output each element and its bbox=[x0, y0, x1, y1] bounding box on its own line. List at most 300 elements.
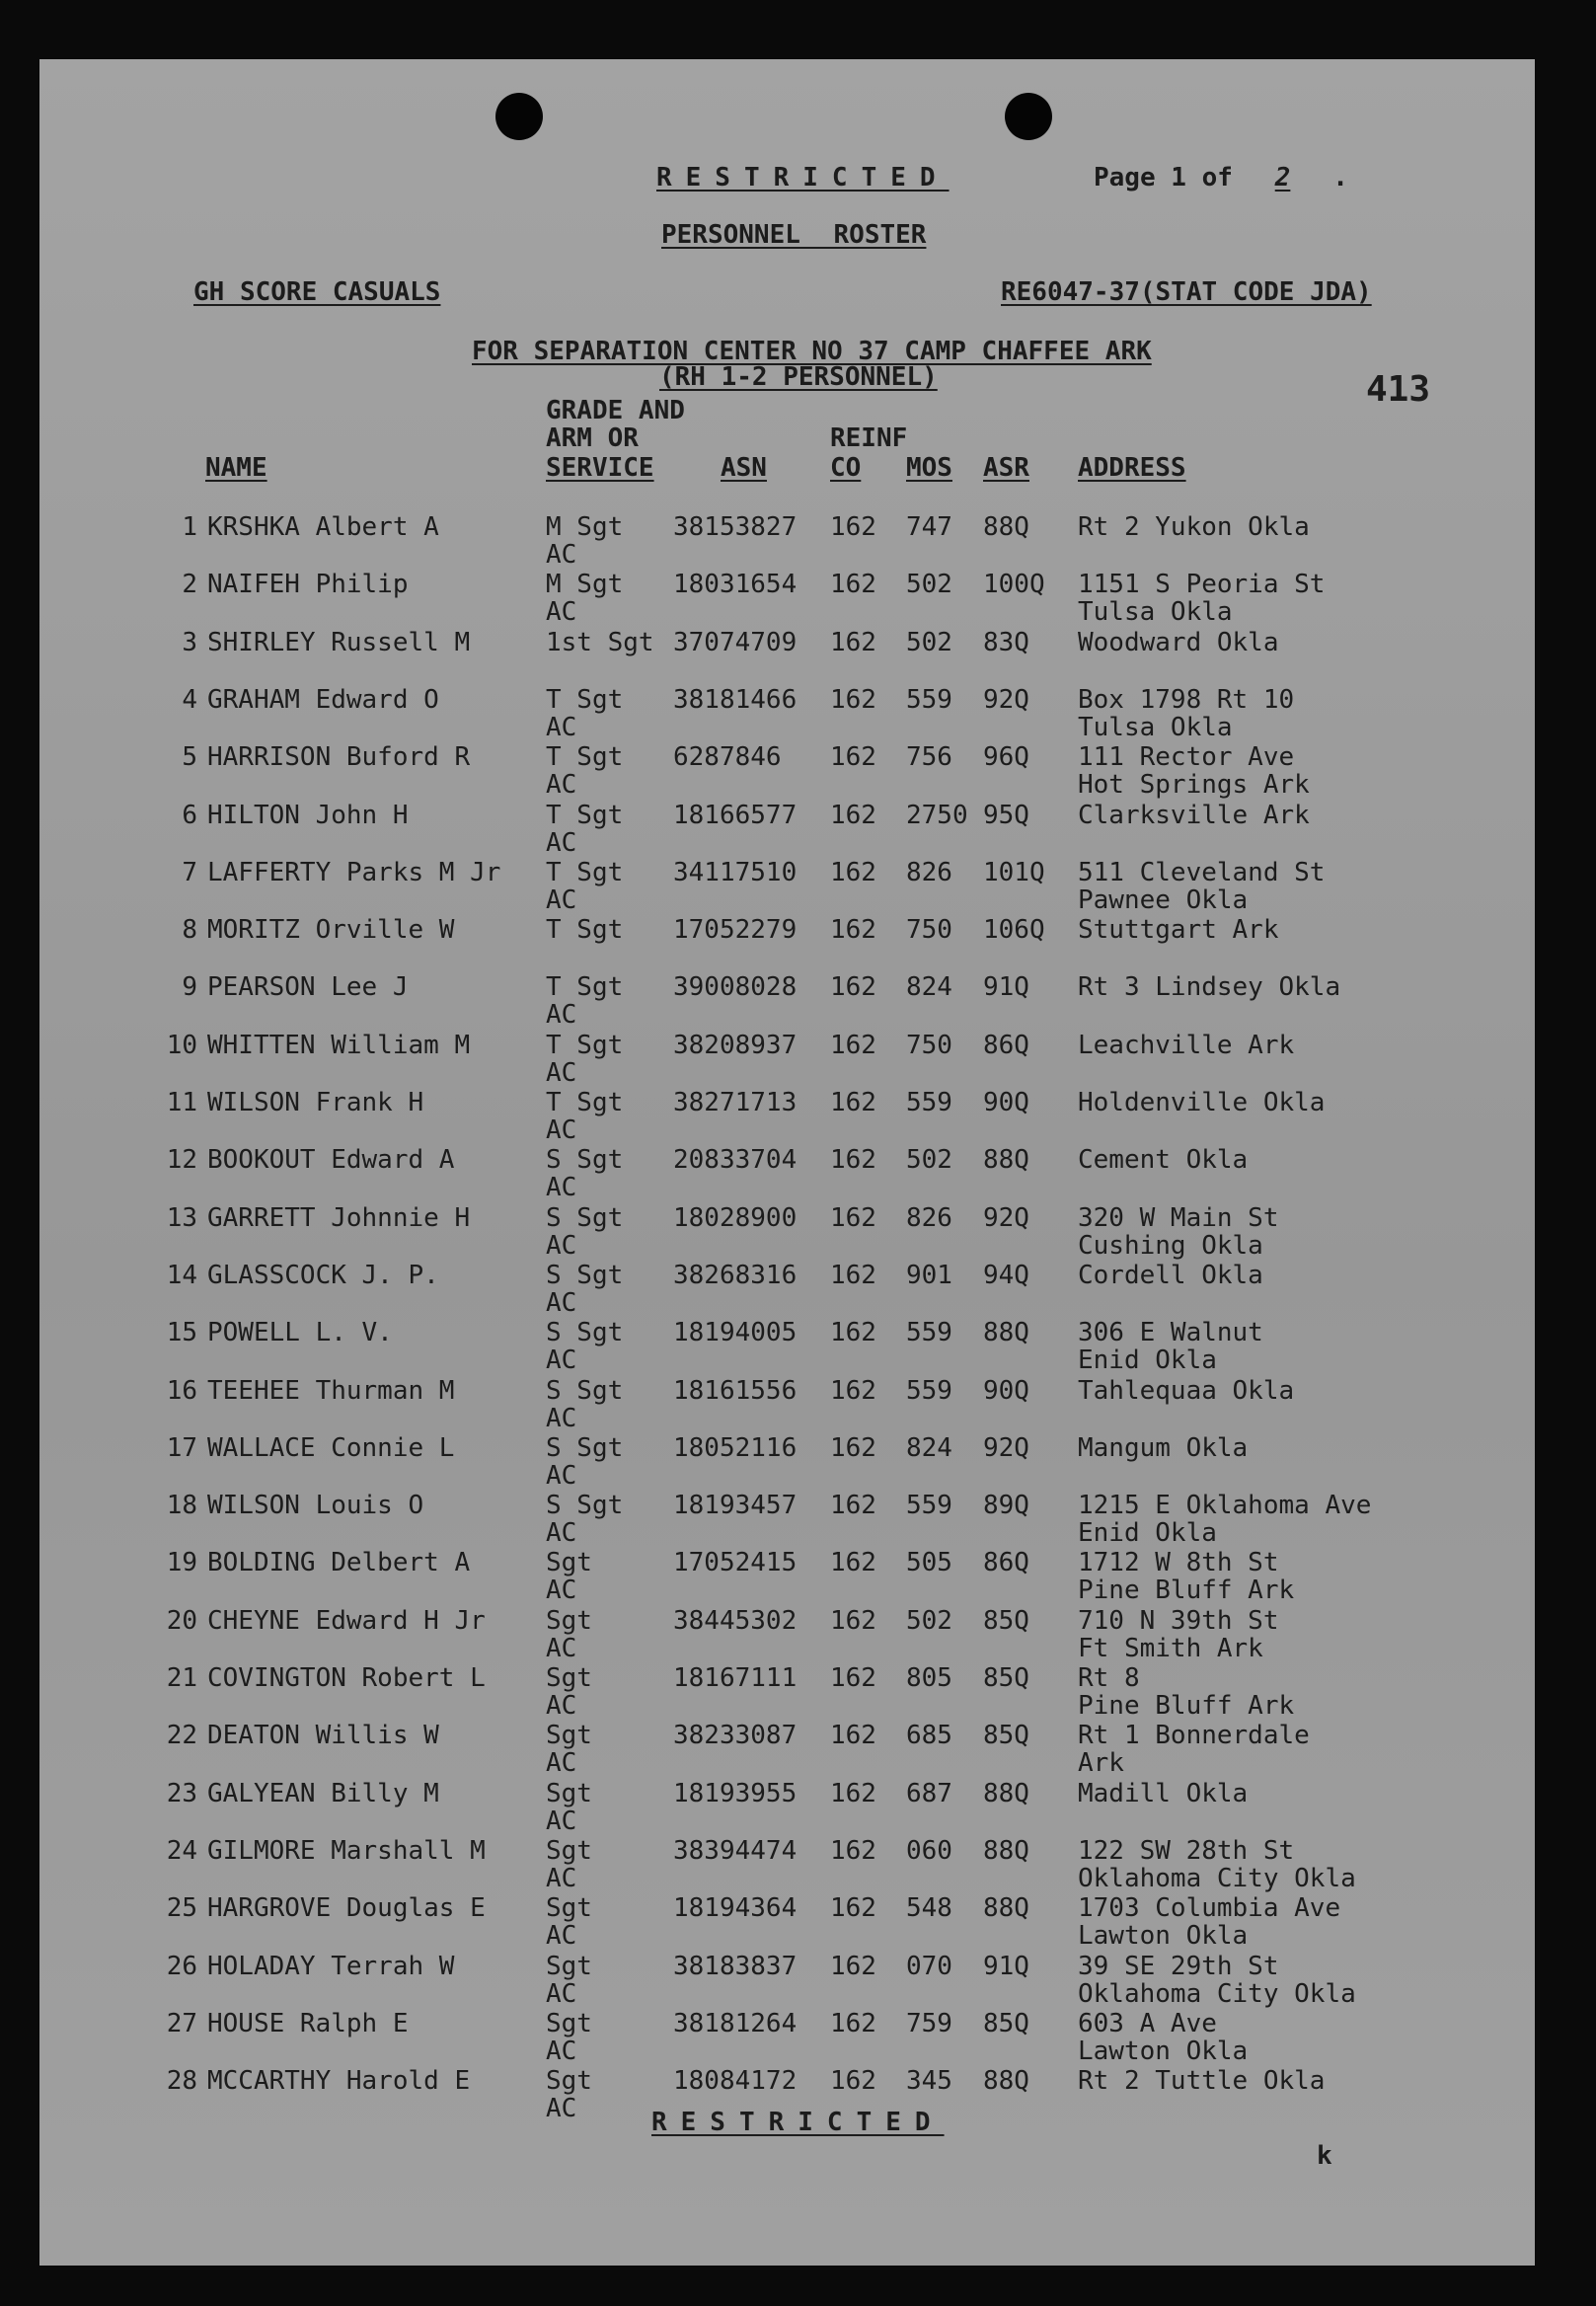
row-name: WILSON Frank H bbox=[207, 1088, 424, 1117]
row-asn: 38181264 bbox=[673, 2008, 798, 2038]
row-arm: AC bbox=[546, 827, 577, 858]
table-row bbox=[39, 1204, 1535, 1262]
col-co: CO bbox=[830, 453, 862, 483]
row-asn: 38153827 bbox=[673, 512, 798, 542]
row-arm: AC bbox=[546, 2036, 577, 2066]
row-reinf-co: 162 bbox=[830, 1260, 876, 1290]
row-asr: 96Q bbox=[983, 742, 1029, 773]
row-number: 11 bbox=[166, 1088, 197, 1117]
row-address-line2: Tulsa Okla bbox=[1078, 712, 1233, 742]
row-name: GALYEAN Billy M bbox=[207, 1778, 439, 1808]
row-name: HILTON John H bbox=[207, 800, 409, 830]
row-mos: 548 bbox=[906, 1893, 952, 1924]
row-mos: 759 bbox=[906, 2008, 952, 2038]
row-asn: 20833704 bbox=[673, 1145, 798, 1176]
row-address-line1: 1703 Columbia Ave bbox=[1078, 1893, 1341, 1924]
row-mos: 060 bbox=[906, 1835, 952, 1866]
row-reinf-co: 162 bbox=[830, 1145, 876, 1176]
row-number: 13 bbox=[166, 1202, 197, 1233]
row-asn: 17052279 bbox=[673, 915, 798, 946]
row-mos: 502 bbox=[906, 1605, 952, 1636]
row-name: GRAHAM Edward O bbox=[207, 684, 439, 715]
row-asr: 88Q bbox=[983, 1835, 1029, 1866]
row-name: MCCARTHY Harold E bbox=[207, 2066, 471, 2097]
row-name: HARRISON Buford R bbox=[207, 742, 471, 773]
table-row bbox=[39, 629, 1535, 686]
row-mos: 559 bbox=[906, 684, 952, 715]
row-mos: 687 bbox=[906, 1778, 952, 1808]
row-number: 15 bbox=[166, 1318, 197, 1348]
table-row bbox=[39, 859, 1535, 916]
row-mos: 559 bbox=[906, 1491, 952, 1521]
row-mos: 345 bbox=[906, 2066, 952, 2097]
page-label-text: Page 1 of bbox=[1094, 163, 1233, 192]
row-address-line1: Madill Okla bbox=[1078, 1778, 1249, 1808]
row-mos: 502 bbox=[906, 1145, 952, 1176]
row-mos: 750 bbox=[906, 1030, 952, 1060]
row-reinf-co: 162 bbox=[830, 1893, 876, 1924]
row-number: 4 bbox=[182, 684, 197, 715]
row-reinf-co: 162 bbox=[830, 972, 876, 1003]
row-address-line1: Cordell Okla bbox=[1078, 1260, 1263, 1290]
row-arm: AC bbox=[546, 1633, 577, 1663]
row-address-line1: Holdenville Okla bbox=[1078, 1088, 1326, 1117]
row-number: 27 bbox=[166, 2008, 197, 2038]
row-asn: 37074709 bbox=[673, 627, 798, 657]
row-asn: 18028900 bbox=[673, 1202, 798, 1233]
row-grade: M Sgt bbox=[546, 570, 624, 600]
row-grade: S Sgt bbox=[546, 1318, 624, 1348]
row-grade: Sgt bbox=[546, 1835, 592, 1866]
row-reinf-co: 162 bbox=[830, 800, 876, 830]
row-number: 23 bbox=[166, 1778, 197, 1808]
row-address-line2: Pine Bluff Ark bbox=[1078, 1576, 1295, 1606]
row-address-line2: Oklahoma City Okla bbox=[1078, 1978, 1356, 2009]
table-row bbox=[39, 571, 1535, 628]
row-reinf-co: 162 bbox=[830, 570, 876, 600]
row-reinf-co: 162 bbox=[830, 1721, 876, 1751]
table-row bbox=[39, 1146, 1535, 1203]
row-grade: Sgt bbox=[546, 1605, 592, 1636]
table-row bbox=[39, 1434, 1535, 1492]
row-address-line2: Oklahoma City Okla bbox=[1078, 1863, 1356, 1893]
table-row bbox=[39, 1319, 1535, 1376]
row-arm: AC bbox=[546, 1460, 577, 1491]
row-address-line1: Mangum Okla bbox=[1078, 1432, 1249, 1463]
row-grade: T Sgt bbox=[546, 915, 624, 946]
row-grade: S Sgt bbox=[546, 1432, 624, 1463]
row-name: GLASSCOCK J. P. bbox=[207, 1260, 439, 1290]
table-row bbox=[39, 1607, 1535, 1664]
row-asn: 18084172 bbox=[673, 2066, 798, 2097]
row-asn: 18166577 bbox=[673, 800, 798, 830]
row-number: 18 bbox=[166, 1491, 197, 1521]
row-reinf-co: 162 bbox=[830, 1432, 876, 1463]
row-number: 20 bbox=[166, 1605, 197, 1636]
row-mos: 502 bbox=[906, 627, 952, 657]
destination-sub: (RH 1-2 PERSONNEL) bbox=[659, 362, 938, 392]
row-address-line1: 122 SW 28th St bbox=[1078, 1835, 1295, 1866]
row-grade: Sgt bbox=[546, 1778, 592, 1808]
row-grade: 1st Sgt bbox=[546, 627, 654, 657]
row-number: 5 bbox=[182, 742, 197, 773]
row-grade: Sgt bbox=[546, 1951, 592, 1981]
row-grade: T Sgt bbox=[546, 1088, 624, 1117]
table-row bbox=[39, 743, 1535, 801]
row-name: HOUSE Ralph E bbox=[207, 2008, 409, 2038]
row-grade: T Sgt bbox=[546, 972, 624, 1003]
row-arm: AC bbox=[546, 1173, 577, 1203]
row-name: NAIFEH Philip bbox=[207, 570, 409, 600]
row-asr: 86Q bbox=[983, 1548, 1029, 1578]
row-reinf-co: 162 bbox=[830, 857, 876, 887]
row-address-line2: Ark bbox=[1078, 1748, 1124, 1779]
row-asr: 89Q bbox=[983, 1491, 1029, 1521]
row-mos: 756 bbox=[906, 742, 952, 773]
row-name: GARRETT Johnnie H bbox=[207, 1202, 471, 1233]
col-reinf: REINF bbox=[830, 423, 908, 453]
row-number: 12 bbox=[166, 1145, 197, 1176]
row-arm: AC bbox=[546, 884, 577, 915]
row-asn: 18193457 bbox=[673, 1491, 798, 1521]
row-address-line2: Tulsa Okla bbox=[1078, 597, 1233, 628]
row-address-line1: Cement Okla bbox=[1078, 1145, 1249, 1176]
table-row bbox=[39, 1837, 1535, 1894]
row-arm: AC bbox=[546, 1115, 577, 1145]
row-address-line1: 511 Cleveland St bbox=[1078, 857, 1326, 887]
roster-title: PERSONNEL ROSTER bbox=[661, 220, 927, 250]
row-asn: 39008028 bbox=[673, 972, 798, 1003]
row-reinf-co: 162 bbox=[830, 1088, 876, 1117]
row-asr: 88Q bbox=[983, 1145, 1029, 1176]
document-number: 413 bbox=[1366, 369, 1431, 410]
row-reinf-co: 162 bbox=[830, 1605, 876, 1636]
table-row bbox=[39, 513, 1535, 571]
row-reinf-co: 162 bbox=[830, 1375, 876, 1406]
row-asn: 18194364 bbox=[673, 1893, 798, 1924]
row-grade: T Sgt bbox=[546, 800, 624, 830]
row-asn: 6287846 bbox=[673, 742, 782, 773]
row-address-line2: Cushing Okla bbox=[1078, 1230, 1263, 1261]
row-address-line1: 1151 S Peoria St bbox=[1078, 570, 1326, 600]
row-arm: AC bbox=[546, 1691, 577, 1721]
row-reinf-co: 162 bbox=[830, 1951, 876, 1981]
row-number: 8 bbox=[182, 915, 197, 946]
row-address-line1: 603 A Ave bbox=[1078, 2008, 1217, 2038]
row-grade: S Sgt bbox=[546, 1202, 624, 1233]
row-mos: 559 bbox=[906, 1375, 952, 1406]
row-asn: 38208937 bbox=[673, 1030, 798, 1060]
punch-hole-left bbox=[495, 93, 543, 140]
row-number: 17 bbox=[166, 1432, 197, 1463]
row-asr: 106Q bbox=[983, 915, 1045, 946]
table-row bbox=[39, 2010, 1535, 2067]
table-row bbox=[39, 1089, 1535, 1146]
row-asn: 17052415 bbox=[673, 1548, 798, 1578]
row-arm: AC bbox=[546, 1748, 577, 1779]
row-arm: AC bbox=[546, 1287, 577, 1318]
row-number: 28 bbox=[166, 2066, 197, 2097]
row-reinf-co: 162 bbox=[830, 1835, 876, 1866]
table-row bbox=[39, 1032, 1535, 1089]
row-name: POWELL L. V. bbox=[207, 1318, 393, 1348]
table-row bbox=[39, 802, 1535, 859]
page-label bbox=[1094, 164, 1348, 192]
row-grade: S Sgt bbox=[546, 1260, 624, 1290]
row-arm: AC bbox=[546, 1576, 577, 1606]
row-asn: 38394474 bbox=[673, 1835, 798, 1866]
col-grade-line1: GRADE AND bbox=[546, 396, 685, 425]
row-arm: AC bbox=[546, 1518, 577, 1549]
row-arm: AC bbox=[546, 1978, 577, 2009]
row-number: 26 bbox=[166, 1951, 197, 1981]
row-arm: AC bbox=[546, 770, 577, 801]
row-address-line1: 306 E Walnut bbox=[1078, 1318, 1263, 1348]
row-name: HARGROVE Douglas E bbox=[207, 1893, 486, 1924]
row-address-line1: Rt 3 Lindsey Okla bbox=[1078, 972, 1341, 1003]
footer-mark: k bbox=[1317, 2141, 1332, 2171]
row-mos: 805 bbox=[906, 1663, 952, 1693]
row-mos: 502 bbox=[906, 570, 952, 600]
row-mos: 685 bbox=[906, 1721, 952, 1751]
row-name: COVINGTON Robert L bbox=[207, 1663, 486, 1693]
row-asn: 18167111 bbox=[673, 1663, 798, 1693]
row-asn: 38181466 bbox=[673, 684, 798, 715]
table-row bbox=[39, 686, 1535, 743]
row-arm: AC bbox=[546, 597, 577, 628]
page-end: . bbox=[1332, 163, 1348, 192]
row-address-line2: Pawnee Okla bbox=[1078, 884, 1249, 915]
row-number: 9 bbox=[182, 972, 197, 1003]
row-reinf-co: 162 bbox=[830, 1491, 876, 1521]
col-address: ADDRESS bbox=[1078, 453, 1186, 483]
row-asr: 95Q bbox=[983, 800, 1029, 830]
row-name: WALLACE Connie L bbox=[207, 1432, 455, 1463]
row-mos: 559 bbox=[906, 1088, 952, 1117]
row-address-line1: Rt 2 Yukon Okla bbox=[1078, 512, 1310, 542]
col-asr: ASR bbox=[983, 453, 1029, 483]
row-asr: 92Q bbox=[983, 684, 1029, 715]
row-grade: Sgt bbox=[546, 1721, 592, 1751]
row-reinf-co: 162 bbox=[830, 627, 876, 657]
row-grade: T Sgt bbox=[546, 857, 624, 887]
row-name: KRSHKA Albert A bbox=[207, 512, 439, 542]
row-asn: 34117510 bbox=[673, 857, 798, 887]
row-asr: 85Q bbox=[983, 1605, 1029, 1636]
row-address-line2: Pine Bluff Ark bbox=[1078, 1691, 1295, 1721]
page-total: 2 bbox=[1274, 163, 1291, 192]
table-row bbox=[39, 1492, 1535, 1549]
row-mos: 559 bbox=[906, 1318, 952, 1348]
row-reinf-co: 162 bbox=[830, 684, 876, 715]
row-number: 19 bbox=[166, 1548, 197, 1578]
col-grade-line2: ARM OR bbox=[546, 423, 639, 453]
row-name: WHITTEN William M bbox=[207, 1030, 471, 1060]
row-address-line2: Enid Okla bbox=[1078, 1345, 1217, 1376]
row-mos: 901 bbox=[906, 1260, 952, 1290]
row-reinf-co: 162 bbox=[830, 1318, 876, 1348]
row-reinf-co: 162 bbox=[830, 1663, 876, 1693]
row-name: BOOKOUT Edward A bbox=[207, 1145, 455, 1176]
row-grade: S Sgt bbox=[546, 1375, 624, 1406]
row-address-line1: 710 N 39th St bbox=[1078, 1605, 1279, 1636]
row-asn: 18194005 bbox=[673, 1318, 798, 1348]
row-asn: 38233087 bbox=[673, 1721, 798, 1751]
row-arm: AC bbox=[546, 1230, 577, 1261]
row-arm: AC bbox=[546, 712, 577, 742]
row-reinf-co: 162 bbox=[830, 512, 876, 542]
row-address-line1: 39 SE 29th St bbox=[1078, 1951, 1279, 1981]
row-asr: 88Q bbox=[983, 1893, 1029, 1924]
row-asr: 92Q bbox=[983, 1202, 1029, 1233]
row-grade: Sgt bbox=[546, 1893, 592, 1924]
row-grade: T Sgt bbox=[546, 1030, 624, 1060]
row-reinf-co: 162 bbox=[830, 2066, 876, 2097]
row-address-line2: Enid Okla bbox=[1078, 1518, 1217, 1549]
row-grade: T Sgt bbox=[546, 684, 624, 715]
restricted-heading: RESTRICTED bbox=[656, 163, 950, 192]
row-mos: 505 bbox=[906, 1548, 952, 1578]
row-grade: S Sgt bbox=[546, 1145, 624, 1176]
col-name: NAME bbox=[205, 453, 267, 483]
row-address-line1: Woodward Okla bbox=[1078, 627, 1279, 657]
table-row bbox=[39, 1664, 1535, 1722]
row-arm: AC bbox=[546, 1806, 577, 1836]
row-arm: AC bbox=[546, 1057, 577, 1088]
table-row bbox=[39, 1953, 1535, 2010]
row-grade: Sgt bbox=[546, 2066, 592, 2097]
row-asr: 88Q bbox=[983, 1318, 1029, 1348]
row-name: WILSON Louis O bbox=[207, 1491, 424, 1521]
row-reinf-co: 162 bbox=[830, 1778, 876, 1808]
row-asr: 91Q bbox=[983, 1951, 1029, 1981]
table-row bbox=[39, 1894, 1535, 1952]
row-address-line1: Stuttgart Ark bbox=[1078, 915, 1279, 946]
row-number: 14 bbox=[166, 1260, 197, 1290]
row-number: 22 bbox=[166, 1721, 197, 1751]
table-row bbox=[39, 1549, 1535, 1606]
row-name: HOLADAY Terrah W bbox=[207, 1951, 455, 1981]
row-grade: Sgt bbox=[546, 1548, 592, 1578]
row-arm: AC bbox=[546, 1000, 577, 1031]
col-grade-line3: SERVICE bbox=[546, 453, 654, 483]
row-number: 21 bbox=[166, 1663, 197, 1693]
row-mos: 2750 bbox=[906, 800, 968, 830]
row-number: 7 bbox=[182, 857, 197, 887]
row-number: 24 bbox=[166, 1835, 197, 1866]
row-asr: 85Q bbox=[983, 1721, 1029, 1751]
row-mos: 750 bbox=[906, 915, 952, 946]
row-asn: 38271713 bbox=[673, 1088, 798, 1117]
row-address-line2: Lawton Okla bbox=[1078, 2036, 1249, 2066]
row-mos: 826 bbox=[906, 857, 952, 887]
row-asr: 90Q bbox=[983, 1375, 1029, 1406]
row-asr: 86Q bbox=[983, 1030, 1029, 1060]
row-mos: 070 bbox=[906, 1951, 952, 1981]
row-grade: Sgt bbox=[546, 2008, 592, 2038]
row-arm: AC bbox=[546, 1403, 577, 1433]
row-mos: 824 bbox=[906, 1432, 952, 1463]
table-row bbox=[39, 916, 1535, 973]
row-name: LAFFERTY Parks M Jr bbox=[207, 857, 501, 887]
row-address-line1: Rt 8 bbox=[1078, 1663, 1140, 1693]
row-reinf-co: 162 bbox=[830, 1202, 876, 1233]
row-asn: 38445302 bbox=[673, 1605, 798, 1636]
row-asn: 18031654 bbox=[673, 570, 798, 600]
row-reinf-co: 162 bbox=[830, 1548, 876, 1578]
row-asr: 85Q bbox=[983, 2008, 1029, 2038]
row-address-line1: Leachville Ark bbox=[1078, 1030, 1295, 1060]
row-number: 1 bbox=[182, 512, 197, 542]
row-asr: 91Q bbox=[983, 972, 1029, 1003]
row-arm: AC bbox=[546, 540, 577, 570]
row-reinf-co: 162 bbox=[830, 915, 876, 946]
row-asn: 18052116 bbox=[673, 1432, 798, 1463]
row-arm: AC bbox=[546, 1345, 577, 1376]
row-asr: 88Q bbox=[983, 512, 1029, 542]
table-row bbox=[39, 1262, 1535, 1319]
row-asr: 83Q bbox=[983, 627, 1029, 657]
row-grade: Sgt bbox=[546, 1663, 592, 1693]
row-reinf-co: 162 bbox=[830, 742, 876, 773]
row-arm: AC bbox=[546, 1921, 577, 1952]
row-reinf-co: 162 bbox=[830, 1030, 876, 1060]
row-address-line1: 320 W Main St bbox=[1078, 1202, 1279, 1233]
restricted-footer: RESTRICTED bbox=[651, 2108, 945, 2137]
row-grade: M Sgt bbox=[546, 512, 624, 542]
row-arm: AC bbox=[546, 2094, 577, 2124]
row-name: MORITZ Orville W bbox=[207, 915, 455, 946]
row-asr: 101Q bbox=[983, 857, 1045, 887]
row-asn: 38183837 bbox=[673, 1951, 798, 1981]
row-mos: 747 bbox=[906, 512, 952, 542]
row-name: SHIRLEY Russell M bbox=[207, 627, 471, 657]
document-page bbox=[39, 59, 1535, 2266]
row-mos: 824 bbox=[906, 972, 952, 1003]
row-asr: 88Q bbox=[983, 1778, 1029, 1808]
table-row bbox=[39, 1377, 1535, 1434]
row-name: DEATON Willis W bbox=[207, 1721, 439, 1751]
row-asr: 85Q bbox=[983, 1663, 1029, 1693]
row-address-line1: Rt 1 Bonnerdale bbox=[1078, 1721, 1310, 1751]
row-asr: 94Q bbox=[983, 1260, 1029, 1290]
row-address-line1: Box 1798 Rt 10 bbox=[1078, 684, 1295, 715]
row-number: 6 bbox=[182, 800, 197, 830]
row-name: TEEHEE Thurman M bbox=[207, 1375, 455, 1406]
row-asn: 38268316 bbox=[673, 1260, 798, 1290]
reference-code: RE6047-37(STAT CODE JDA) bbox=[1001, 277, 1372, 307]
row-number: 2 bbox=[182, 570, 197, 600]
table-row bbox=[39, 1722, 1535, 1779]
col-mos: MOS bbox=[906, 453, 952, 483]
row-name: GILMORE Marshall M bbox=[207, 1835, 486, 1866]
row-address-line1: Clarksville Ark bbox=[1078, 800, 1310, 830]
row-asr: 92Q bbox=[983, 1432, 1029, 1463]
table-row bbox=[39, 1780, 1535, 1837]
row-number: 10 bbox=[166, 1030, 197, 1060]
row-asr: 90Q bbox=[983, 1088, 1029, 1117]
table-row bbox=[39, 973, 1535, 1031]
row-address-line1: Tahlequaa Okla bbox=[1078, 1375, 1295, 1406]
row-address-line1: 111 Rector Ave bbox=[1078, 742, 1295, 773]
row-asr: 88Q bbox=[983, 2066, 1029, 2097]
unit-name: GH SCORE CASUALS bbox=[193, 277, 441, 307]
row-reinf-co: 162 bbox=[830, 2008, 876, 2038]
row-address-line1: 1215 E Oklahoma Ave bbox=[1078, 1491, 1372, 1521]
row-number: 3 bbox=[182, 627, 197, 657]
row-name: CHEYNE Edward H Jr bbox=[207, 1605, 486, 1636]
row-arm: AC bbox=[546, 1863, 577, 1893]
